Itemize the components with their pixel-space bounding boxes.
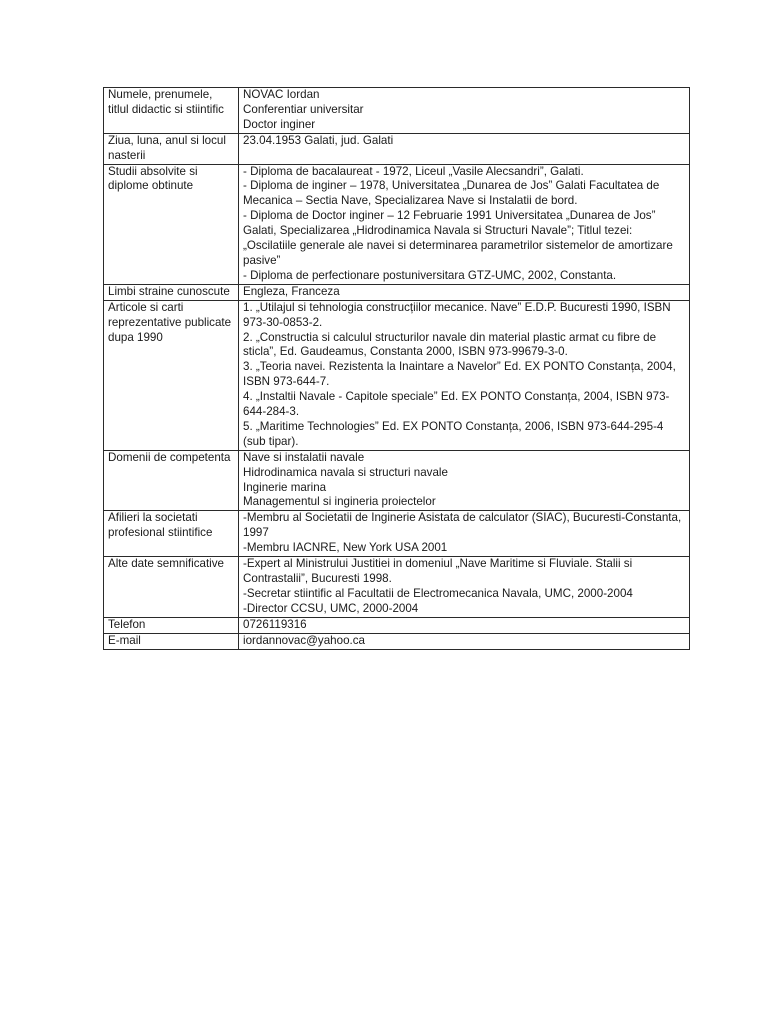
value-line: Engleza, Franceza bbox=[243, 284, 340, 298]
label-cell: Telefon bbox=[104, 617, 239, 633]
value-line: -Membru al Societatii de Inginerie Asistata de calculator (SIAC), Bucuresti-Constanta, 1997 bbox=[243, 511, 682, 540]
value-line: -Expert al Ministrului Justitiei in domeniul „Nave Maritime si Fluviale. Stalii si Contrastalii”, Bucuresti 1998. bbox=[243, 557, 633, 585]
value-line: -Director CCSU, UMC, 2000-2004 bbox=[243, 601, 419, 615]
value-line: -Membru IACNRE, New York USA 2001 bbox=[243, 541, 448, 555]
value-line: Conferentiar universitar bbox=[243, 102, 364, 116]
label-cell: Afilieri la societati profesional stiintifice bbox=[104, 511, 239, 557]
value-line: - Diploma de bacalaureat - 1972, Liceul „Vasile Alecsandri”, Galati. bbox=[243, 164, 584, 178]
value-line: 4. „Instaltii Navale - Capitole speciale” Ed. EX PONTO Constanța, 2004, ISBN 973-644-284-3. bbox=[243, 390, 670, 419]
value-line: - Diploma de perfectionare postuniversitara GTZ-UMC, 2002, Constanta. bbox=[243, 268, 617, 282]
label-cell: Numele, prenumele, titlul didactic si stiintific bbox=[104, 88, 239, 134]
value-cell bbox=[239, 617, 690, 633]
value-cell bbox=[239, 511, 690, 557]
value-cell bbox=[239, 133, 690, 164]
value-line: Managementul si ingineria proiectelor bbox=[243, 495, 436, 509]
value-line: 2. „Constructia si calculul structurilor navale din material plastic armat cu fibre de sticla”, Ed. Gaudeamus, Constanta 2000, ISBN 973-99679-3-0. bbox=[243, 330, 657, 359]
label-cell: Studii absolvite si diplome obtinute bbox=[104, 164, 239, 284]
value-line: 3. „Teoria navei. Rezistenta la Inaintare a Navelor” Ed. EX PONTO Constanța, 2004, ISBN 973-644-7. bbox=[243, 360, 676, 389]
label-cell: Articole si carti reprezentative publicate dupa 1990 bbox=[104, 300, 239, 450]
value-line: - Diploma de Doctor inginer – 12 Februarie 1991 Universitatea „Dunarea de Jos” Galati, Specializarea „Hidrodinamica Navala si Structuri Navale”; Titlul tezei: „Oscilatiile generale ale navei si determinarea parametrilor sistemelor de amortizare pasive” bbox=[243, 209, 673, 267]
value-line: - Diploma de inginer – 1978, Universitatea „Dunarea de Jos” Galati Facultatea de Mecanica – Sectia Nave, Specializarea Nave si Instalatii de bord. bbox=[243, 179, 660, 208]
phone-number: 0726119316 bbox=[243, 617, 307, 631]
label-cell: Limbi straine cunoscute bbox=[104, 284, 239, 300]
value-cell bbox=[239, 164, 690, 284]
value-line: 1. „Utilajul si tehnologia construcțiilor mecanice. Nave” E.D.P. Bucuresti 1990, ISBN 973-30-0853-2. bbox=[243, 300, 671, 329]
value-cell bbox=[239, 633, 690, 649]
value-cell bbox=[239, 557, 690, 618]
row-birth bbox=[104, 133, 690, 164]
value-line: Hidrodinamica navala si structuri navale bbox=[243, 465, 448, 479]
row-competence bbox=[104, 450, 690, 511]
value-line: Nave si instalatii navale bbox=[243, 450, 365, 464]
row-studies bbox=[104, 164, 690, 284]
email-address: iordannovac@yahoo.ca bbox=[243, 633, 365, 647]
label-cell: Ziua, luna, anul si locul nasterii bbox=[104, 133, 239, 164]
value-cell bbox=[239, 450, 690, 511]
value-line: -Secretar stiintific al Facultatii de Electromecanica Navala, UMC, 2000-2004 bbox=[243, 586, 633, 600]
value-cell bbox=[239, 300, 690, 450]
value-line: 23.04.1953 Galati, jud. Galati bbox=[243, 133, 394, 147]
label-cell: Domenii de competenta bbox=[104, 450, 239, 511]
row-email bbox=[104, 633, 690, 649]
label-cell: Alte date semnificative bbox=[104, 557, 239, 618]
row-languages bbox=[104, 284, 690, 300]
row-name bbox=[104, 88, 690, 134]
value-line: 5. „Maritime Technologies” Ed. EX PONTO Constanța, 2006, ISBN 973-644-295-4 (sub tipar). bbox=[243, 419, 664, 448]
row-phone bbox=[104, 617, 690, 633]
value-cell bbox=[239, 284, 690, 300]
value-cell bbox=[239, 88, 690, 134]
value-line: NOVAC Iordan bbox=[243, 88, 320, 101]
row-affiliations bbox=[104, 511, 690, 557]
value-line: Inginerie marina bbox=[243, 480, 327, 494]
cv-table bbox=[103, 87, 690, 650]
label-cell: E-mail bbox=[104, 633, 239, 649]
value-line: Doctor inginer bbox=[243, 117, 316, 131]
row-other bbox=[104, 557, 690, 618]
row-publications bbox=[104, 300, 690, 450]
